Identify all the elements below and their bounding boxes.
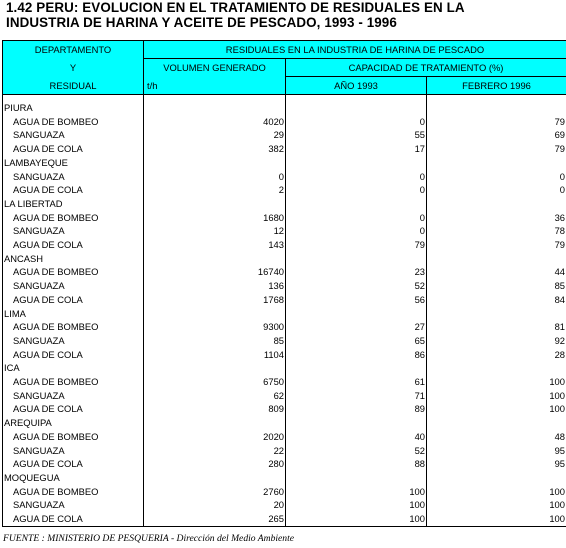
empty-cell (144, 361, 286, 375)
year-1993-cell: 88 (286, 457, 427, 471)
year-1996-cell: 78 (427, 224, 566, 238)
empty-cell (427, 156, 566, 170)
volumen-cell: 280 (144, 457, 286, 471)
department-row (3, 101, 566, 115)
volumen-cell: 809 (144, 402, 286, 416)
header-departamento: DEPARTAMENTO (3, 41, 144, 59)
residual-name: AGUA DE BOMBEO (3, 485, 144, 499)
department-row (3, 252, 566, 266)
residual-name: AGUA DE COLA (3, 238, 144, 252)
year-1993-cell: 61 (286, 375, 427, 389)
empty-cell (286, 307, 427, 321)
table-row (3, 485, 566, 499)
table-row (3, 128, 566, 142)
year-1996-cell: 79 (427, 142, 566, 156)
year-1996-cell: 0 (427, 183, 566, 197)
empty-cell (286, 416, 427, 430)
year-1996-cell: 95 (427, 457, 566, 471)
empty-cell (144, 416, 286, 430)
table-row (3, 457, 566, 471)
table-row (3, 142, 566, 156)
year-1996-cell: 48 (427, 430, 566, 444)
volumen-cell: 2 (144, 183, 286, 197)
volumen-cell: 136 (144, 279, 286, 293)
year-1993-cell: 56 (286, 293, 427, 307)
year-1996-cell: 84 (427, 293, 566, 307)
table-row (3, 512, 566, 526)
table-header (3, 41, 566, 95)
header-volumen-unit: t/h (144, 77, 286, 95)
year-1993-cell: 52 (286, 279, 427, 293)
year-1993-cell: 65 (286, 334, 427, 348)
department-name: LA LIBERTAD (3, 197, 144, 211)
residuals-table (2, 40, 566, 527)
residual-name: SANGUAZA (3, 444, 144, 458)
table-row (3, 224, 566, 238)
empty-cell (286, 101, 427, 115)
empty-cell (286, 252, 427, 266)
table-title (6, 0, 562, 30)
year-1993-cell: 40 (286, 430, 427, 444)
year-1993-cell: 52 (286, 444, 427, 458)
residual-name: SANGUAZA (3, 224, 144, 238)
table-row (3, 211, 566, 225)
year-1993-cell: 0 (286, 183, 427, 197)
year-1996-cell: 100 (427, 402, 566, 416)
department-name: ICA (3, 361, 144, 375)
table-body (3, 95, 566, 527)
header-y: Y (3, 59, 144, 77)
year-1993-cell: 0 (286, 211, 427, 225)
residual-name: AGUA DE BOMBEO (3, 211, 144, 225)
residual-name: AGUA DE COLA (3, 142, 144, 156)
volumen-cell: 62 (144, 389, 286, 403)
year-1993-cell: 100 (286, 498, 427, 512)
residual-name: AGUA DE COLA (3, 293, 144, 307)
department-row (3, 471, 566, 485)
year-1996-cell: 100 (427, 375, 566, 389)
empty-cell (427, 101, 566, 115)
department-row (3, 197, 566, 211)
table-row (3, 334, 566, 348)
residual-name: SANGUAZA (3, 334, 144, 348)
year-1996-cell: 100 (427, 389, 566, 403)
volumen-cell: 12 (144, 224, 286, 238)
header-group: RESIDUALES EN LA INDUSTRIA DE HARINA DE PESCADO (144, 41, 566, 59)
department-row (3, 307, 566, 321)
table-row (3, 320, 566, 334)
header-volumen: VOLUMEN GENERADO (144, 59, 286, 77)
empty-cell (286, 156, 427, 170)
year-1993-cell: 89 (286, 402, 427, 416)
department-row (3, 416, 566, 430)
year-1996-cell: 92 (427, 334, 566, 348)
residual-name: SANGUAZA (3, 498, 144, 512)
title-line-1: 1.42 PERU: EVOLUCION EN EL TRATAMIENTO DE RESIDUALES EN LA (6, 0, 465, 15)
table-row (3, 348, 566, 362)
department-name: MOQUEGUA (3, 471, 144, 485)
volumen-cell: 1768 (144, 293, 286, 307)
year-1996-cell: 28 (427, 348, 566, 362)
volumen-cell: 265 (144, 512, 286, 526)
source-note: FUENTE : MINISTERIO DE PESQUERIA - Dirección del Medio Ambiente (3, 533, 295, 544)
residual-name: AGUA DE BOMBEO (3, 430, 144, 444)
table-row (3, 183, 566, 197)
department-name: LAMBAYEQUE (3, 156, 144, 170)
empty-cell (427, 197, 566, 211)
residual-name: AGUA DE COLA (3, 348, 144, 362)
residual-name: AGUA DE BOMBEO (3, 265, 144, 279)
table-row (3, 238, 566, 252)
residual-name: SANGUAZA (3, 128, 144, 142)
empty-cell (427, 471, 566, 485)
volumen-cell: 16740 (144, 265, 286, 279)
title-line-2: INDUSTRIA DE HARINA Y ACEITE DE PESCADO, 1993 - 1996 (6, 15, 397, 30)
header-residual: RESIDUAL (3, 77, 144, 95)
table-row (3, 402, 566, 416)
year-1993-cell: 0 (286, 115, 427, 129)
header-year-1996: FEBRERO 1996 (427, 77, 566, 95)
residual-name: AGUA DE BOMBEO (3, 115, 144, 129)
residual-name: AGUA DE COLA (3, 183, 144, 197)
volumen-cell: 2760 (144, 485, 286, 499)
year-1996-cell: 85 (427, 279, 566, 293)
residual-name: AGUA DE BOMBEO (3, 375, 144, 389)
residual-name: SANGUAZA (3, 389, 144, 403)
empty-cell (427, 416, 566, 430)
volumen-cell: 382 (144, 142, 286, 156)
department-row (3, 361, 566, 375)
department-name: AREQUIPA (3, 416, 144, 430)
table-row (3, 444, 566, 458)
year-1996-cell: 0 (427, 170, 566, 184)
year-1993-cell: 100 (286, 485, 427, 499)
residual-name: SANGUAZA (3, 279, 144, 293)
residual-name: AGUA DE COLA (3, 512, 144, 526)
department-name: PIURA (3, 101, 144, 115)
volumen-cell: 4020 (144, 115, 286, 129)
volumen-cell: 1104 (144, 348, 286, 362)
empty-cell (144, 307, 286, 321)
volumen-cell: 6750 (144, 375, 286, 389)
year-1996-cell: 95 (427, 444, 566, 458)
empty-cell (144, 252, 286, 266)
year-1996-cell: 81 (427, 320, 566, 334)
department-name: LIMA (3, 307, 144, 321)
department-row (3, 156, 566, 170)
department-name: ANCASH (3, 252, 144, 266)
table-row (3, 115, 566, 129)
table-row (3, 293, 566, 307)
year-1996-cell: 44 (427, 265, 566, 279)
empty-cell (427, 252, 566, 266)
year-1993-cell: 17 (286, 142, 427, 156)
header-capacidad: CAPACIDAD DE TRATAMIENTO (%) (286, 59, 566, 77)
volumen-cell: 9300 (144, 320, 286, 334)
year-1993-cell: 0 (286, 224, 427, 238)
table-row (3, 498, 566, 512)
residual-name: SANGUAZA (3, 170, 144, 184)
volumen-cell: 20 (144, 498, 286, 512)
volumen-cell: 29 (144, 128, 286, 142)
empty-cell (144, 101, 286, 115)
volumen-cell: 2020 (144, 430, 286, 444)
table-row (3, 389, 566, 403)
empty-cell (427, 361, 566, 375)
year-1993-cell: 23 (286, 265, 427, 279)
volumen-cell: 85 (144, 334, 286, 348)
residual-name: AGUA DE COLA (3, 402, 144, 416)
year-1996-cell: 79 (427, 238, 566, 252)
year-1996-cell: 100 (427, 498, 566, 512)
year-1993-cell: 100 (286, 512, 427, 526)
year-1993-cell: 55 (286, 128, 427, 142)
empty-cell (286, 471, 427, 485)
year-1996-cell: 69 (427, 128, 566, 142)
volumen-cell: 143 (144, 238, 286, 252)
header-year-1993: AÑO 1993 (286, 77, 427, 95)
table-row (3, 430, 566, 444)
volumen-cell: 22 (144, 444, 286, 458)
year-1993-cell: 71 (286, 389, 427, 403)
year-1996-cell: 79 (427, 115, 566, 129)
residual-name: AGUA DE COLA (3, 457, 144, 471)
table-row (3, 265, 566, 279)
table-row (3, 279, 566, 293)
empty-cell (144, 197, 286, 211)
year-1993-cell: 86 (286, 348, 427, 362)
year-1996-cell: 100 (427, 512, 566, 526)
table-row (3, 375, 566, 389)
empty-cell (286, 197, 427, 211)
empty-cell (427, 307, 566, 321)
empty-cell (286, 361, 427, 375)
year-1993-cell: 0 (286, 170, 427, 184)
residual-name: AGUA DE BOMBEO (3, 320, 144, 334)
year-1993-cell: 79 (286, 238, 427, 252)
year-1996-cell: 100 (427, 485, 566, 499)
empty-cell (144, 471, 286, 485)
empty-cell (144, 156, 286, 170)
year-1996-cell: 36 (427, 211, 566, 225)
year-1993-cell: 27 (286, 320, 427, 334)
volumen-cell: 0 (144, 170, 286, 184)
volumen-cell: 1680 (144, 211, 286, 225)
table-row (3, 170, 566, 184)
